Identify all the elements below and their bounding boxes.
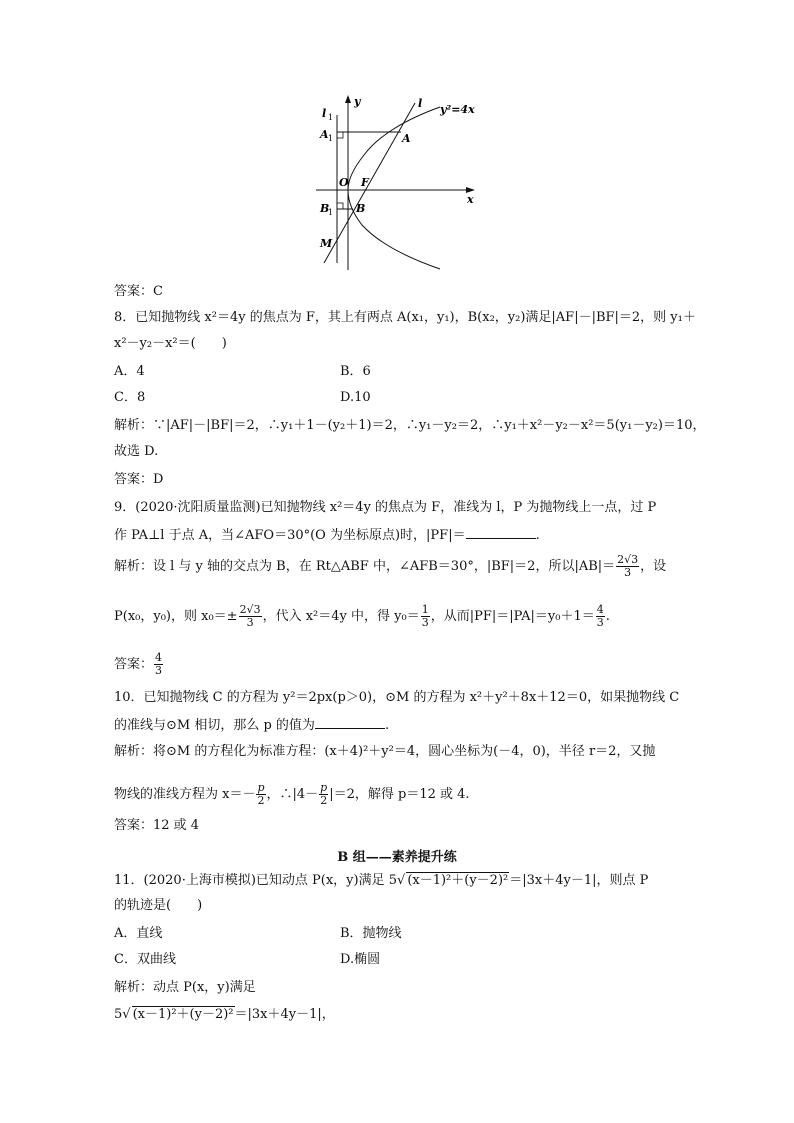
q8-option-a: A．4 <box>114 364 145 379</box>
label-x: x <box>467 193 474 206</box>
fraction-denominator: 2 <box>257 794 265 807</box>
right-angle-b1 <box>337 203 343 209</box>
q9-analysis2-end: . <box>605 609 610 624</box>
q10-answer-blank <box>315 716 385 729</box>
q9-answer <box>114 652 164 677</box>
q9-analysis1-pre: 解析：设 l 与 y 轴的交点为 B，在 Rt△ABF 中，∠AFB＝30°，|BF|＝2，所以|AB|＝ <box>114 559 616 574</box>
q9-stem-text: 作 PA⊥l 于点 A，当∠AFO＝30°(O 为坐标原点)时，|PF|＝ <box>114 528 466 543</box>
fraction-numerator: p <box>320 781 328 794</box>
q9-answer-fraction <box>154 652 163 677</box>
fraction-2sqrt3-over-3 <box>616 554 639 579</box>
label-a1-sub: 1 <box>328 134 334 143</box>
q8-option-d: D.10 <box>340 390 371 405</box>
sqrt-sign: √ <box>122 1007 131 1022</box>
q8-analysis-line2: 故选 D. <box>114 444 159 459</box>
q10-stem-line2 <box>114 716 389 734</box>
q8-option-c: C．8 <box>114 390 146 405</box>
label-o: O <box>339 176 349 189</box>
q11-stem-line2: 的轨迹是( ) <box>114 898 203 913</box>
q9-stem-line2 <box>114 526 540 544</box>
q8-analysis-line1: 解析：∵|AF|－|BF|＝2，∴y₁＋1－(y₂＋1)＝2，∴y₁－y₂＝2，∴y₁＋x²－y₂－x²＝5(y₁－y₂)＝10， <box>114 418 706 433</box>
q11-analysis-radicand: (x－1)²＋(y－2)² <box>132 1007 234 1022</box>
fraction-denominator: 3 <box>155 664 163 677</box>
fraction-denominator: 3 <box>246 616 254 629</box>
right-angle-a1 <box>337 132 343 138</box>
q9-analysis2-pre: P(x₀，y₀)，则 x₀＝± <box>114 609 238 624</box>
fraction-denominator: 2 <box>320 794 328 807</box>
q10-answer: 答案：12 或 4 <box>114 818 200 833</box>
label-a: A <box>402 132 411 145</box>
q10-stem-line1: 10．已知抛物线 C 的方程为 y²＝2px(p＞0)，⊙M 的方程为 x²＋y²＋8x＋12＝0，如果抛物线 C <box>114 690 680 705</box>
q11-stem1-post: ＝|3x＋4y－1|，则点 P <box>509 873 649 888</box>
label-f: F <box>361 176 369 189</box>
q9-answer-blank <box>466 526 536 539</box>
fraction-4-over-3 <box>596 604 605 629</box>
q8-stem-line2: x²－y₂－x²＝( ) <box>114 336 227 351</box>
label-l: l <box>418 97 423 110</box>
q9-stem-end: . <box>535 528 540 543</box>
q9-analysis1-post: ，设 <box>640 559 667 574</box>
q11-analysis-line2 <box>114 1006 335 1023</box>
q9-stem-line1: 9．(2020·沈阳质量监测)已知抛物线 x²＝4y 的焦点为 F，准线为 l，P 为抛物线上一点，过 P <box>114 500 657 515</box>
label-m: M <box>320 237 333 250</box>
q9-answer-label: 答案： <box>114 657 154 672</box>
fraction-numerator: 2√3 <box>239 603 261 616</box>
label-b1: B <box>320 202 330 215</box>
q9-analysis2-mid2: ，从而|PF|＝|PA|＝y₀＋1＝ <box>430 609 595 624</box>
y-axis-arrow <box>345 95 351 103</box>
parabola-figure <box>300 85 500 275</box>
q8-answer: 答案：D <box>114 472 164 487</box>
fraction-numerator: p <box>257 781 265 794</box>
label-b: B <box>356 202 366 215</box>
fraction-numerator: 4 <box>596 603 604 616</box>
fraction-denominator: 3 <box>624 566 632 579</box>
q11-analysis2-post: ＝|3x＋4y－1|， <box>234 1007 335 1022</box>
fraction-p-over-2-b <box>319 782 328 807</box>
q10-analysis-line2 <box>114 782 470 807</box>
fraction-1-over-3 <box>421 604 430 629</box>
label-l1: l <box>322 107 327 120</box>
q9-analysis-line1 <box>114 554 666 579</box>
q11-option-a: A．直线 <box>114 926 163 941</box>
q7-answer: 答案：C <box>114 284 163 299</box>
q11-option-b: B．抛物线 <box>340 926 402 941</box>
fraction-2sqrt3-over-3-b <box>239 604 262 629</box>
q11-stem-line1 <box>114 872 648 889</box>
fraction-numerator: 1 <box>421 603 429 616</box>
fraction-numerator: 4 <box>155 651 163 664</box>
fraction-p-over-2 <box>256 782 265 807</box>
label-b1-sub: 1 <box>328 208 334 217</box>
q10-stem-end: . <box>384 718 390 733</box>
q11-analysis-line1: 解析：动点 P(x，y)满足 <box>114 980 256 995</box>
q11-radicand: (x－1)²＋(y－2)² <box>407 873 509 888</box>
sqrt-sign: √ <box>397 873 406 888</box>
q8-stem-line1: 8．已知抛物线 x²＝4y 的焦点为 F，其上有两点 A(x₁，y₁)，B(x₂，y₂)满足|AF|－|BF|＝2，则 y₁＋ <box>114 310 696 325</box>
fraction-numerator: 2√3 <box>617 553 639 566</box>
label-parabola: y²=4x <box>440 103 475 116</box>
q10-stem-text: 的准线与⊙M 相切，那么 p 的值为 <box>114 718 315 733</box>
section-b-heading: B 组——素养提升练 <box>337 850 457 865</box>
q9-analysis2-mid: ，代入 x²＝4y 中，得 y₀＝ <box>262 609 420 624</box>
line-l <box>324 103 415 263</box>
q10-analysis2-end: |＝2，解得 p＝12 或 4. <box>329 787 470 802</box>
fraction-denominator: 3 <box>596 616 604 629</box>
q10-analysis-line1: 解析：将⊙M 的方程化为标准方程：(x＋4)²＋y²＝4，圆心坐标为(－4，0)，半径 r＝2，又抛 <box>114 744 656 759</box>
q11-stem1-pre: 11．(2020·上海市模拟)已知动点 P(x，y)满足 5 <box>114 873 398 888</box>
q11-option-d: D.椭圆 <box>340 952 381 967</box>
q10-analysis2-pre: 物线的准线方程为 x＝－ <box>114 787 256 802</box>
q11-option-c: C．双曲线 <box>114 952 176 967</box>
label-y: y <box>354 95 361 108</box>
fraction-denominator: 3 <box>421 616 429 629</box>
label-l1-sub: 1 <box>328 113 334 122</box>
label-a1: A <box>320 128 329 141</box>
q9-analysis-line2 <box>114 604 610 629</box>
q8-option-b: B．6 <box>340 364 371 379</box>
q10-analysis2-mid: ，∴|4－ <box>266 787 319 802</box>
q11-analysis2-pre: 5 <box>114 1007 123 1022</box>
